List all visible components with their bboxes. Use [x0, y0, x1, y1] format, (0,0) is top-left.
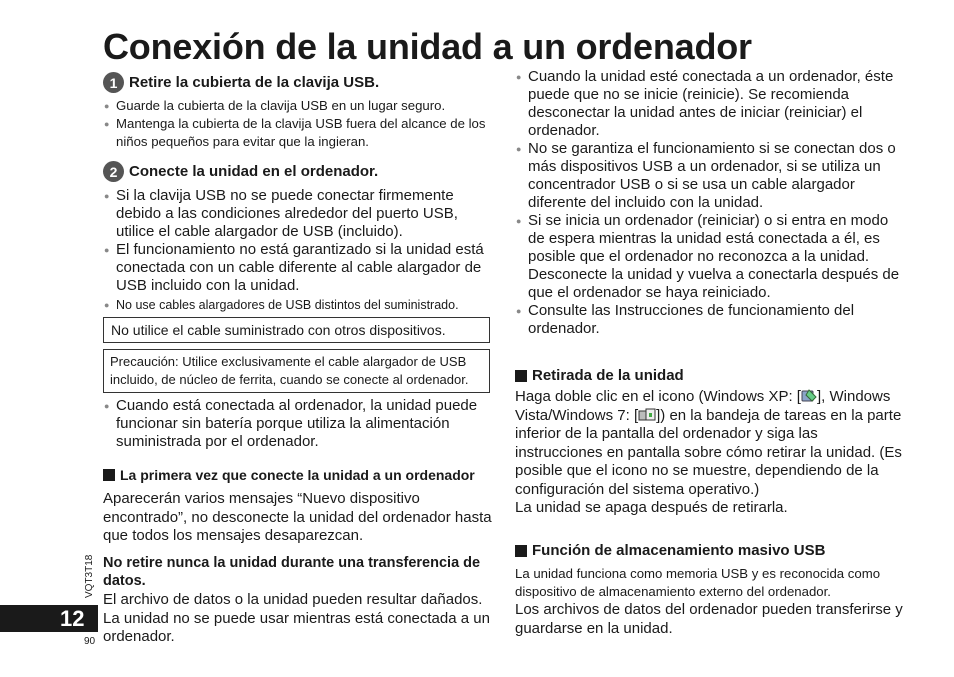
caution-box: Precaución: Utilice exclusivamente el cable alargador de USB incluido, de núcleo de ferrita, cuando se conecte al ordenador.: [103, 349, 490, 393]
power-note: [103, 397, 495, 451]
list-item: ● Consulte las Instrucciones de funcionamiento del ordenador.: [515, 302, 907, 338]
step-2-small-note: [103, 296, 495, 314]
step-2-title: Conecte la unidad en el ordenador.: [129, 163, 379, 180]
list-item: ● Mantenga la cubierta de la clavija USB fuera del alcance de los niños pequeños para evitar que la ingieran.: [103, 115, 495, 151]
list-item: ● Si se inicia un ordenador (reiniciar) o si entra en modo de espera mientras la unidad está conectada a él, es posible que el ordenador no reconozca a la unidad. Desconecte la unidad y vuelva a conectarla después de que el ordenador se haya reiniciado.: [515, 212, 907, 302]
step-1-title: Retire la cubierta de la clavija USB.: [129, 74, 380, 91]
right-bullets: [515, 68, 907, 338]
step-number-badge: 2: [103, 161, 124, 182]
cable-notice-box: No utilice el cable suministrado con otros dispositivos.: [103, 317, 490, 343]
page-title: Conexión de la unidad a un ordenador: [103, 26, 752, 67]
mass-storage-heading: Función de almacenamiento masivo USB: [515, 542, 825, 559]
square-bullet-icon: [515, 370, 527, 382]
step-1-bullets: [103, 97, 495, 151]
removal-text: Haga doble clic en el icono (Windows XP: [ ], Windows Vista/Windows 7: [ ]) en la bandeja de tareas en la parte inferior de la pantalla del ordenador y siga las instrucciones en pantalla sobre cómo retirar la unidad. (Es posible que el icono no se muestre, dependiendo de la configuración del sistema operativo.) La unidad se apaga después de retirarla.: [515, 388, 902, 516]
page-number-small: 90: [84, 636, 96, 647]
list-item: ● No se garantiza el funcionamiento si se conectan dos o más dispositivos USB a un ordenador, si se utiliza un concentrador USB o si se usa un cable alargador diferente del incluido con la unidad.: [515, 140, 907, 212]
page-number: 12: [60, 606, 85, 631]
step-1-heading: [103, 72, 379, 93]
first-time-text: Aparecerán varios mensajes “Nuevo dispositivo encontrado”, no desconecte la unidad del ordenador hasta que todos los mensajes desaparezcan.: [103, 490, 492, 544]
step-number-badge: 1: [103, 72, 124, 93]
step-2-heading: [103, 161, 378, 182]
list-item: ● No use cables alargadores de USB distintos del suministrado.: [103, 296, 495, 314]
list-item: ● Guarde la cubierta de la clavija USB en un lugar seguro.: [103, 97, 495, 115]
safely-remove-win7-icon: [638, 407, 656, 423]
mass-storage-note: La unidad funciona como memoria USB y es reconocida como dispositivo de almacenamiento externo del ordenador.: [515, 566, 881, 599]
step-2-bullets: [103, 187, 495, 295]
safely-remove-xp-icon: [801, 388, 817, 404]
list-item: ● El funcionamiento no está garantizado si la unidad está conectada con un cable diferente al cable alargador de USB incluido con la unidad.: [103, 241, 495, 295]
model-code: VQT3T18: [84, 554, 95, 598]
square-bullet-icon: [103, 469, 115, 481]
warning-text: El archivo de datos o la unidad pueden resultar dañados. La unidad no se puede usar mientras está conectada a un ordenador.: [103, 591, 490, 645]
list-item: ● Si la clavija USB no se puede conectar firmemente debido a las condiciones alrededor del puerto USB, utilice el cable alargador de USB (incluido).: [103, 187, 495, 241]
square-bullet-icon: [515, 545, 527, 557]
first-time-heading: La primera vez que conecte la unidad a un ordenador: [103, 467, 475, 483]
list-item: ● Cuando está conectada al ordenador, la unidad puede funcionar sin batería porque utiliza la alimentación suministrada por el ordenador.: [103, 397, 495, 451]
list-item: ● Cuando la unidad esté conectada a un ordenador, éste puede que no se inicie (reinicie). Se recomienda desconectar la unidad antes de iniciar (reiniciar) el ordenador.: [515, 68, 907, 140]
removal-heading: Retirada de la unidad: [515, 367, 684, 384]
warning-bold: No retire nunca la unidad durante una transferencia de datos.: [103, 555, 481, 589]
mass-storage-text: Los archivos de datos del ordenador pueden transferirse y guardarse en la unidad.: [515, 601, 903, 637]
